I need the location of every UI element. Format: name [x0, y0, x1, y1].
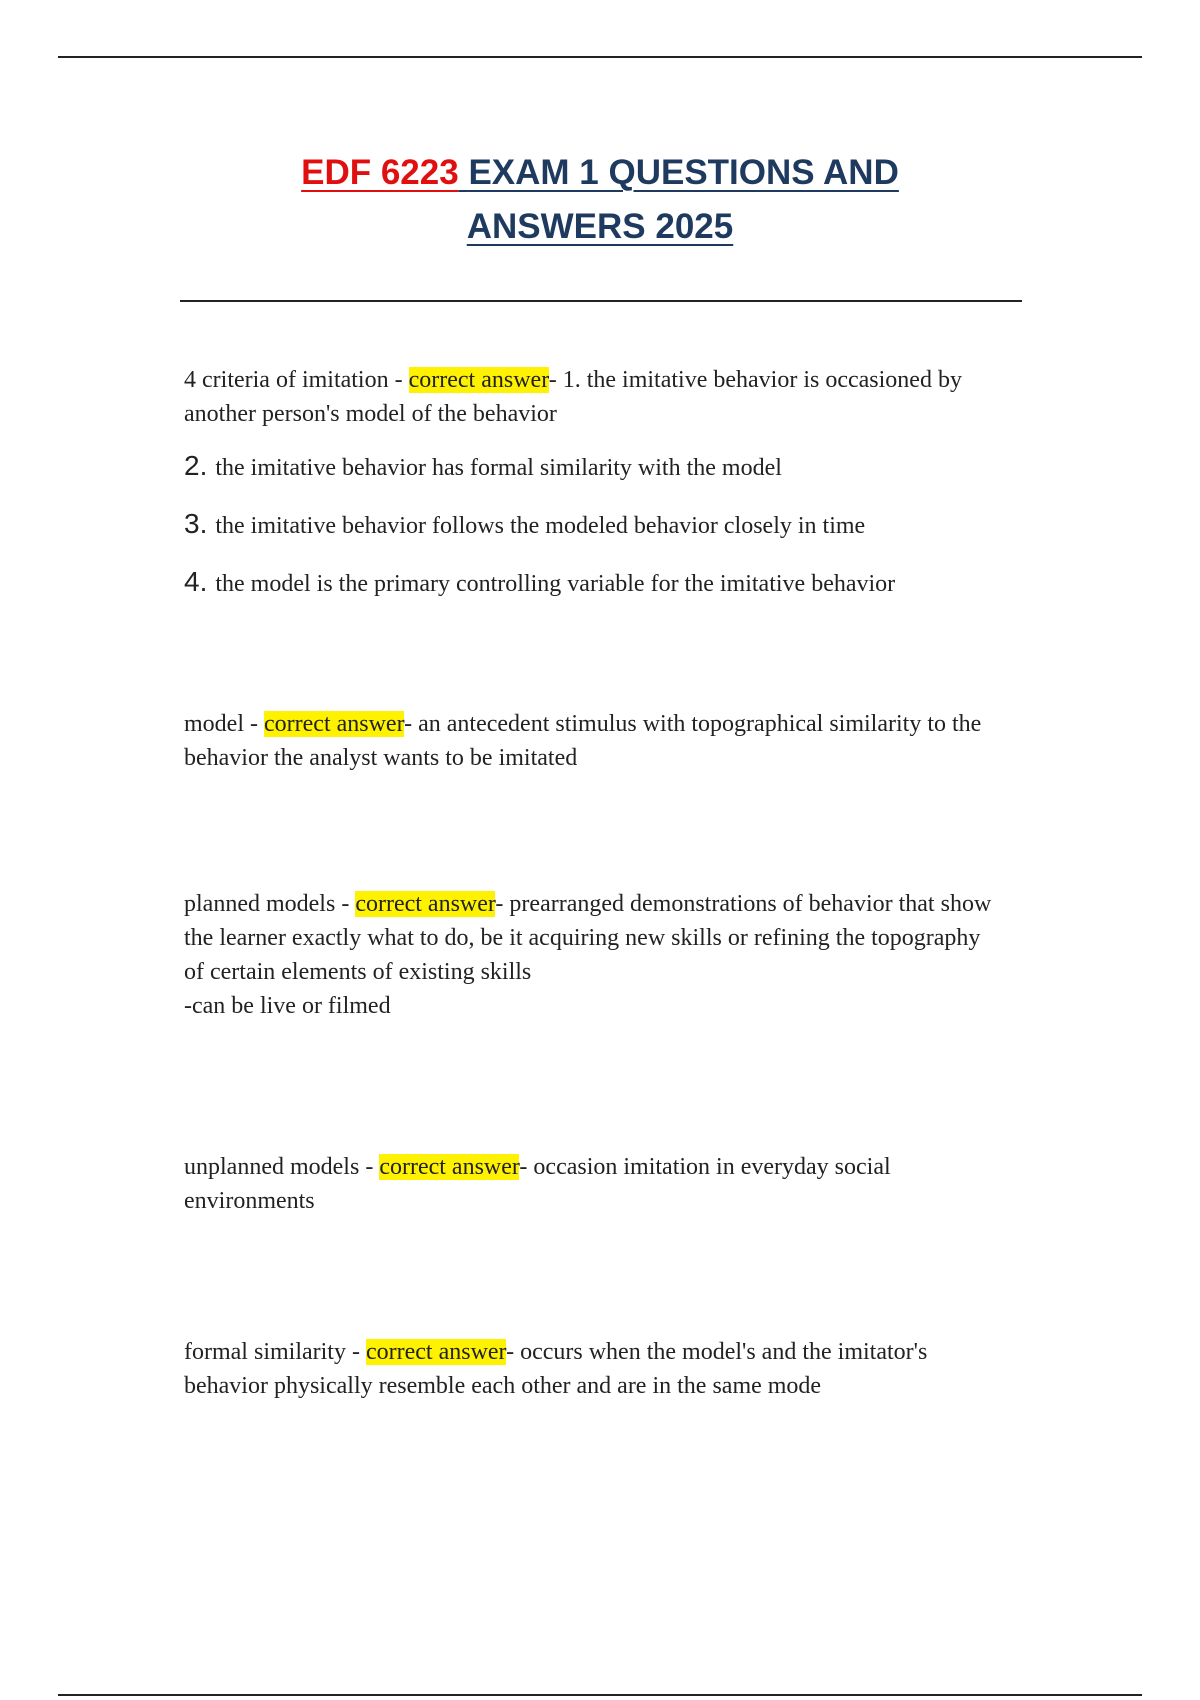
qa-entry-formal-similarity	[184, 1335, 1004, 1403]
qa-paragraph: model - correct answer- an antecedent stimulus with topographical similarity to the behavior the analyst wants to be imitated	[184, 711, 982, 771]
qa-paragraph: 4 criteria of imitation - correct answer- 1. the imitative behavior is occasioned by another person's model of the behavior	[184, 367, 962, 427]
term: planned models	[184, 891, 336, 917]
term: unplanned models	[184, 1154, 360, 1180]
qa-entry-model	[184, 707, 1004, 775]
answer-label: correct answer	[355, 891, 496, 917]
criteria-list	[184, 449, 1004, 601]
top-rule	[58, 56, 1142, 58]
bottom-rule	[58, 1694, 1142, 1696]
answer-label: correct answer	[379, 1154, 520, 1180]
qa-entry-planned-models	[184, 887, 1004, 1023]
term: 4 criteria of imitation	[184, 367, 389, 393]
qa-paragraph: formal similarity - correct answer- occurs when the model's and the imitator's behavior physically resemble each other and are in the same mode	[184, 1339, 928, 1399]
document-title	[0, 146, 1200, 254]
term: formal similarity	[184, 1339, 346, 1365]
answer-label: correct answer	[264, 711, 405, 737]
title-divider	[180, 300, 1022, 302]
note: -can be live or filmed	[184, 993, 391, 1019]
qa-entry-unplanned-models	[184, 1150, 1004, 1218]
list-number: 3.	[184, 508, 208, 539]
term: model	[184, 711, 244, 737]
list-item	[184, 449, 1004, 485]
title-line-2	[0, 200, 1200, 254]
list-text: the imitative behavior has formal similarity with the model	[215, 455, 782, 481]
list-number: 4.	[184, 566, 208, 597]
definition: an antecedent stimulus with topographical similarity to the behavior the analyst wants to be imitated	[184, 711, 982, 771]
qa-paragraph: unplanned models - correct answer- occasion imitation in everyday social environments	[184, 1154, 891, 1214]
definition: 1. the imitative behavior is occasioned by another person's model of the behavior	[184, 367, 962, 427]
qa-entry-criteria	[184, 363, 1004, 431]
definition: prearranged demonstrations of behavior that show the learner exactly what to do, be it acquiring new skills or refining the topography of certain elements of existing skills	[184, 891, 992, 985]
qa-paragraph: planned models - correct answer- prearranged demonstrations of behavior that show the learner exactly what to do, be it acquiring new skills or refining the topography of certain elements of existing skills	[184, 891, 992, 985]
list-text: the model is the primary controlling variable for the imitative behavior	[215, 571, 896, 597]
answer-label: correct answer	[365, 1339, 507, 1365]
list-number: 2.	[184, 450, 208, 481]
definition: occurs when the model's and the imitator's behavior physically resemble each other and are in the same mode	[184, 1339, 928, 1399]
list-item	[184, 507, 1004, 543]
title-text-1: EXAM 1 QUESTIONS AND	[468, 153, 899, 192]
list-text: the imitative behavior follows the modeled behavior closely in time	[215, 513, 866, 539]
course-code: EDF 6223	[301, 153, 459, 192]
title-line-1	[0, 146, 1200, 200]
title-text-2: ANSWERS 2025	[466, 207, 734, 246]
definition: occasion imitation in everyday social environments	[184, 1154, 891, 1214]
list-item	[184, 565, 1004, 601]
answer-label: correct answer	[408, 367, 549, 393]
